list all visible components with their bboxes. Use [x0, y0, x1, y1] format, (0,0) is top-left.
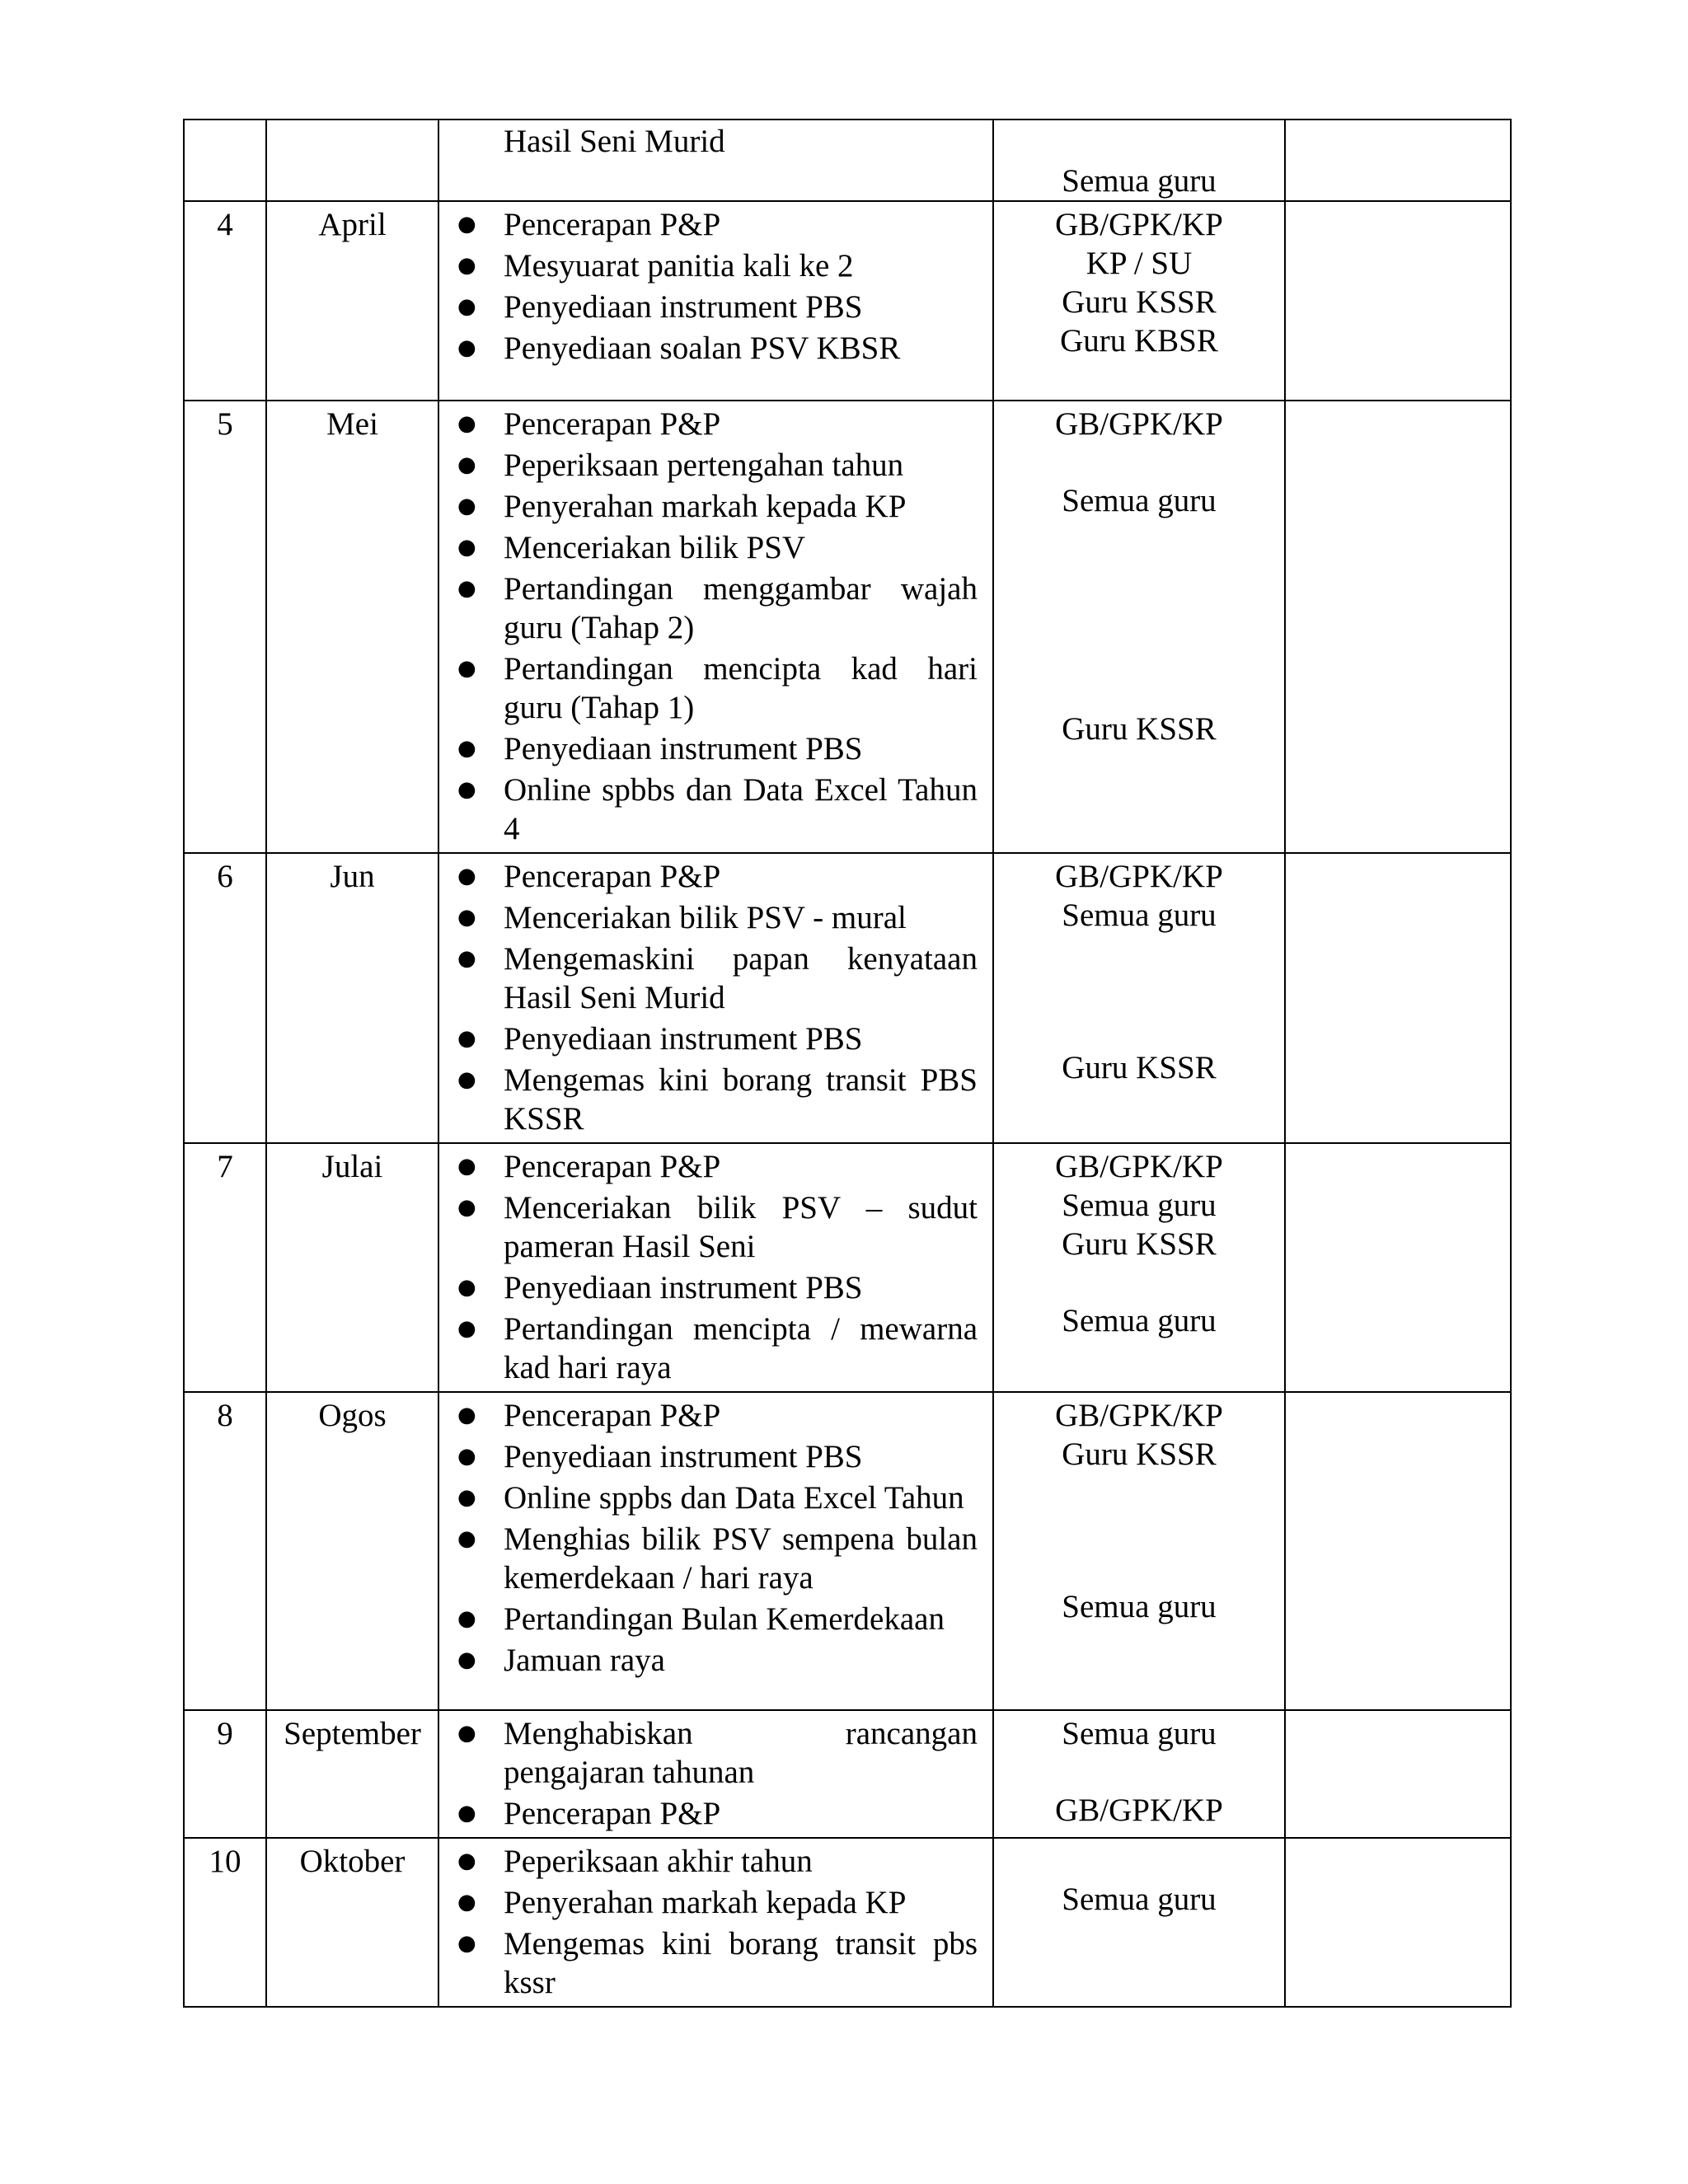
month-cell [266, 853, 438, 1143]
notes-cell [1285, 1392, 1511, 1710]
bullet-icon: ● [457, 335, 476, 360]
bullet-icon: ● [457, 1890, 476, 1915]
person-in-charge: Semua guru [1062, 483, 1217, 518]
activity-text: Menceriakan bilik PSV - mural [504, 900, 907, 935]
person-in-charge-cell [993, 120, 1285, 201]
person-in-charge-cell [993, 1710, 1285, 1838]
activity-text: Peperiksaan pertengahan tahun [504, 448, 904, 483]
activity-list [439, 1714, 978, 1833]
activity-item [439, 246, 978, 285]
person-in-charge [994, 672, 1284, 710]
row-number-cell [184, 201, 266, 401]
month-cell [266, 401, 438, 853]
person-in-charge-cell [993, 853, 1285, 1143]
bullet-icon: ● [457, 535, 476, 560]
activity-item [439, 729, 978, 768]
person-in-charge [994, 596, 1284, 634]
person-in-charge [994, 558, 1284, 596]
person-in-charge: Semua guru [1062, 163, 1217, 199]
row-number: 7 [217, 1149, 233, 1184]
person-in-charge: Guru KSSR [1062, 1050, 1217, 1085]
row-number-cell [184, 120, 266, 201]
activity-text: Menceriakan bilik PSV – sudut pameran Hasil Seni [504, 1190, 978, 1264]
activity-text: Pertandingan Bulan Kemerdekaan [504, 1601, 945, 1637]
activity-item [439, 1268, 978, 1307]
bullet-icon: ● [457, 1154, 476, 1179]
row-number-cell [184, 1838, 266, 2007]
activities-cell [438, 1143, 993, 1392]
activity-text: Penyerahan markah kepada KP [504, 489, 907, 524]
bullet-icon: ● [457, 1721, 476, 1746]
month-cell [266, 201, 438, 401]
activity-continuation: Hasil Seni Murid [504, 124, 725, 159]
activity-item [439, 1883, 978, 1922]
person-in-charge: Guru KBSR [1060, 323, 1218, 359]
activity-item [439, 1479, 978, 1517]
month-name: Julai [321, 1149, 383, 1184]
activity-text: Pencerapan P&P [504, 859, 721, 894]
row-number-cell [184, 401, 266, 853]
activity-item [439, 771, 978, 848]
bullet-icon: ● [457, 294, 476, 319]
activity-list [439, 405, 978, 848]
activity-plan-table [183, 119, 1512, 2008]
bullet-icon: ● [457, 411, 476, 436]
person-in-charge [994, 1753, 1284, 1791]
bullet-icon: ● [457, 253, 476, 278]
row-number-cell [184, 1710, 266, 1838]
bullet-icon: ● [457, 452, 476, 477]
row-number: 8 [217, 1398, 233, 1433]
activities-cell [438, 201, 993, 401]
activity-item [439, 1520, 978, 1597]
bullet-icon: ● [457, 1067, 476, 1092]
bullet-icon: ● [457, 576, 476, 601]
row-number-cell [184, 1143, 266, 1392]
activity-text: Penyediaan instrument PBS [504, 731, 863, 766]
bullet-icon: ● [457, 905, 476, 930]
activity-item [439, 569, 978, 647]
activity-item [439, 1437, 978, 1476]
activity-text: Mengemas kini borang transit PBS KSSR [504, 1062, 978, 1137]
person-in-charge: Guru KSSR [1062, 1226, 1217, 1262]
activity-item [439, 1396, 978, 1435]
activity-item [439, 528, 978, 567]
row-number: 9 [217, 1716, 233, 1751]
bullet-icon: ● [457, 1849, 476, 1873]
month-cell [266, 1838, 438, 2007]
person-in-charge: Semua guru [1062, 1303, 1217, 1338]
person-in-charge-cell [993, 401, 1285, 853]
person-in-charge-cell [993, 1392, 1285, 1710]
notes-cell [1285, 1143, 1511, 1392]
activity-text: Mesyuarat panitia kali ke 2 [504, 248, 854, 284]
activities-cell [438, 120, 993, 201]
person-in-charge: GB/GPK/KP [1055, 406, 1223, 442]
month-name: Mei [326, 406, 378, 442]
bullet-icon: ● [457, 777, 476, 802]
bullet-icon: ● [457, 1195, 476, 1220]
notes-cell [1285, 853, 1511, 1143]
activity-item [439, 1019, 978, 1058]
month-name: Jun [330, 859, 375, 894]
activity-text: Pencerapan P&P [504, 1149, 721, 1184]
notes-cell [1285, 1710, 1511, 1838]
activity-text: Mengemaskini papan kenyataan Hasil Seni Murid [504, 941, 978, 1015]
activity-item [439, 487, 978, 526]
activity-item [439, 288, 978, 326]
activity-list [439, 1147, 978, 1387]
activity-plan-body [184, 120, 1511, 2007]
activity-list [439, 1396, 978, 1680]
person-in-charge [994, 1474, 1284, 1511]
activity-text: Pencerapan P&P [504, 1796, 721, 1831]
activity-text: Penyediaan instrument PBS [504, 1021, 863, 1057]
person-in-charge: Semua guru [1062, 1188, 1217, 1223]
person-in-charge: GB/GPK/KP [1055, 1793, 1223, 1828]
activity-text: Penyediaan instrument PBS [504, 289, 863, 325]
bullet-icon: ● [457, 1275, 476, 1300]
activity-list [439, 205, 978, 368]
notes-cell [1285, 201, 1511, 401]
table-row [184, 401, 1511, 853]
activity-item [439, 1641, 978, 1680]
person-in-charge [994, 124, 1284, 162]
row-number-cell [184, 853, 266, 1143]
activity-item [439, 1842, 978, 1881]
person-in-charge-cell [993, 1143, 1285, 1392]
activity-text: Peperiksaan akhir tahun [504, 1844, 813, 1879]
bullet-icon: ● [457, 1485, 476, 1510]
activity-text: Online spbbs dan Data Excel Tahun 4 [504, 772, 978, 846]
activities-cell [438, 401, 993, 853]
row-number: 4 [217, 207, 233, 242]
notes-cell [1285, 120, 1511, 201]
bullet-icon: ● [457, 1026, 476, 1051]
bullet-icon: ● [457, 1444, 476, 1469]
row-number: 10 [209, 1844, 241, 1879]
activity-item [439, 1714, 978, 1792]
person-in-charge [994, 935, 1284, 972]
bullet-icon: ● [457, 1316, 476, 1341]
month-cell [266, 1710, 438, 1838]
activity-list [439, 1842, 978, 2002]
person-in-charge-cell [993, 1838, 1285, 2007]
row-number-cell [184, 1392, 266, 1710]
activity-item [439, 405, 978, 443]
person-in-charge: GB/GPK/KP [1055, 1149, 1223, 1184]
person-in-charge [994, 1842, 1284, 1880]
person-in-charge [994, 1263, 1284, 1301]
activities-cell [438, 1838, 993, 2007]
activities-cell [438, 1710, 993, 1838]
activity-text: Menghabiskan rancangan pengajaran tahunan [504, 1716, 978, 1790]
activity-item [439, 1147, 978, 1186]
activity-text: Pencerapan P&P [504, 406, 721, 442]
person-in-charge: Guru KSSR [1062, 284, 1217, 320]
activities-cell [438, 1392, 993, 1710]
person-in-charge: Semua guru [1062, 1716, 1217, 1751]
activity-item [439, 649, 978, 727]
bullet-icon: ● [457, 1931, 476, 1956]
activity-text: Pertandingan menggambar wajah guru (Tahap 2) [504, 571, 978, 645]
table-row [184, 1838, 1511, 2007]
person-in-charge: Semua guru [1062, 1589, 1217, 1624]
table-row [184, 853, 1511, 1143]
person-in-charge [994, 443, 1284, 481]
activity-text: Pencerapan P&P [504, 1398, 721, 1433]
person-in-charge: GB/GPK/KP [1055, 207, 1223, 242]
month-name: Oktober [299, 1844, 406, 1879]
activity-text: Penyerahan markah kepada KP [504, 1885, 907, 1920]
person-in-charge: Guru KSSR [1062, 1436, 1217, 1472]
activity-text: Penyediaan soalan PSV KBSR [504, 330, 901, 366]
person-in-charge: GB/GPK/KP [1055, 1398, 1223, 1433]
bullet-icon: ● [457, 736, 476, 761]
row-number: 5 [217, 406, 233, 442]
person-in-charge [994, 972, 1284, 1010]
table-row [184, 1710, 1511, 1838]
bullet-icon: ● [457, 1801, 476, 1825]
bullet-icon: ● [457, 1606, 476, 1631]
activity-text: Pertandingan mencipta kad hari guru (Tahap 1) [504, 651, 978, 725]
activity-item [439, 446, 978, 485]
activity-text: Jamuan raya [504, 1643, 665, 1678]
person-in-charge [994, 520, 1284, 558]
month-cell [266, 1143, 438, 1392]
person-in-charge: Semua guru [1062, 898, 1217, 933]
bullet-icon: ● [457, 946, 476, 971]
activity-item [439, 940, 978, 1017]
person-in-charge: KP / SU [1085, 246, 1193, 281]
month-cell [266, 1392, 438, 1710]
person-in-charge: GB/GPK/KP [1055, 859, 1223, 894]
activity-item [439, 1310, 978, 1387]
bullet-icon: ● [457, 656, 476, 681]
person-in-charge [994, 1511, 1284, 1549]
bullet-icon: ● [457, 1403, 476, 1427]
month-name: Ogos [318, 1398, 387, 1433]
person-in-charge [994, 634, 1284, 672]
activity-text: Mengemas kini borang transit pbs kssr [504, 1926, 978, 2000]
activity-item [439, 1794, 978, 1833]
activity-list [439, 857, 978, 1138]
month-name: April [318, 207, 387, 242]
bullet-icon: ● [457, 1647, 476, 1672]
activities-cell [438, 853, 993, 1143]
activity-item [439, 1188, 978, 1266]
activity-text: Menghias bilik PSV sempena bulan kemerdekaan / hari raya [504, 1521, 978, 1596]
activity-item [439, 1061, 978, 1138]
activity-item [439, 205, 978, 244]
person-in-charge [994, 1010, 1284, 1048]
month-name: September [284, 1716, 421, 1751]
activity-text: Pencerapan P&P [504, 207, 721, 242]
activity-text: Pertandingan mencipta / mewarna kad hari raya [504, 1311, 978, 1385]
activity-item [439, 1924, 978, 2002]
table-row [184, 1143, 1511, 1392]
notes-cell [1285, 401, 1511, 853]
table-row [184, 1392, 1511, 1710]
person-in-charge: Semua guru [1062, 1882, 1217, 1917]
person-in-charge: Guru KSSR [1062, 711, 1217, 747]
bullet-icon: ● [457, 1526, 476, 1551]
bullet-icon: ● [457, 212, 476, 237]
activity-text: Menceriakan bilik PSV [504, 530, 806, 565]
activity-item [439, 329, 978, 368]
activity-text: Online sppbs dan Data Excel Tahun [504, 1480, 964, 1516]
month-cell [266, 120, 438, 201]
activity-item [439, 898, 978, 937]
notes-cell [1285, 1838, 1511, 2007]
activity-item [439, 1600, 978, 1638]
table-row [184, 120, 1511, 201]
row-number: 6 [217, 859, 233, 894]
activity-item [439, 857, 978, 896]
activity-text: Penyediaan instrument PBS [504, 1439, 863, 1474]
bullet-icon: ● [457, 864, 476, 888]
activity-text: Penyediaan instrument PBS [504, 1270, 863, 1305]
table-row [184, 201, 1511, 401]
person-in-charge-cell [993, 201, 1285, 401]
bullet-icon: ● [457, 494, 476, 518]
person-in-charge [994, 1549, 1284, 1587]
